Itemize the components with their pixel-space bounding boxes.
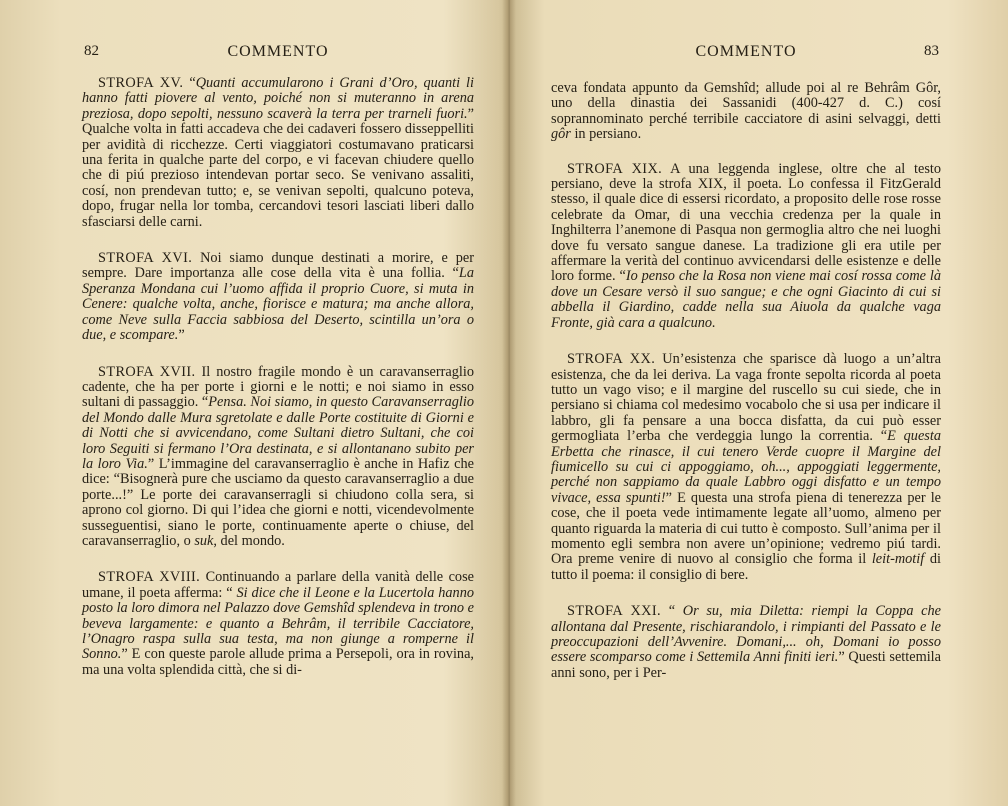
text-run: ” Qualche volta in fatti accadeva che dei cadaveri fossero disseppelliti per avidità di ricchezze. Certi viaggiatori costumavano praticarsi una ferita in qualche parte del corpo, e vi facevan chiudere quello che di piú prezioso intendevan portar seco. Se venivano assaliti, cosí, non prendevan tutto; e, se venivan sepolti, qualcuno poteva, dopo, frugar nella lor tomba, cercandovi tesori lasciati liberi dallo sfasciarsi delle carni. — [82, 105, 474, 230]
text-run: in persiano. — [570, 126, 642, 143]
strofa-label: STROFA XVI. — [98, 250, 193, 267]
running-title: COMMENTO — [227, 43, 329, 60]
paragraph-gap — [551, 583, 941, 604]
paragraph-continuation — [551, 81, 941, 143]
text-run: ” — [178, 327, 185, 344]
paragraph-gap — [551, 331, 941, 352]
right-page — [551, 0, 941, 806]
text-run: ” E questa una strofa piena di tenerezza per le cose, che il poeta vede intimamente legate all’uomo, almeno per quanto riguarda la materia di cui tutto è composto. Sull’anima per il momento egli sembra non avere un’opinione; vedremo piú tardi. Ora preme venire di nuovo al consiglio che forma il — [551, 489, 942, 568]
strofa-label: STROFA XV. — [98, 75, 184, 91]
text-run: di tutto il poema: il consiglio di bere. — [551, 551, 941, 583]
paragraph-strofa-xxi — [551, 604, 941, 681]
text-run: ” Questi settemila anni sono, per i Per- — [551, 649, 941, 681]
left-page-body — [82, 76, 474, 678]
paragraph-gap — [82, 344, 474, 365]
left-page — [82, 0, 474, 806]
paragraph-strofa-xviii — [82, 570, 474, 678]
paragraph-strofa-xvii — [82, 365, 474, 550]
strofa-label: STROFA XVIII. — [98, 569, 201, 586]
text-run: ceva fondata appunto da Gemshîd; allude poi al re Behrâm Gôr, uno della dinastia dei Sassanidi (400-427 d. C.) cosí soprannominato perché terribile cacciatore di asini selvaggi, detti — [551, 80, 941, 127]
text-run: “ — [661, 603, 683, 620]
text-run: Il nostro fragile mondo è un caravanserraglio cadente, che ha per porte i giorni e le notti; e noi siamo in esso sultani di passaggio. “ — [82, 363, 475, 411]
text-run: A una leggenda inglese, oltre che al testo persiano, deve la strofa XIX, il poeta. Lo confessa il FitzGerald stesso, il quale dice di essersi ricordato, a proposito delle rose rosse celebrate da Omar, di una vecchia credenza per la quale in Inghilterra l’anemone di Pasqua non germoglia altro che nei luoghi dove fu versato sangue danese. La tradizione gli era utile per affermare la verità del continuo avvicendarsi delle esistenze e delle loro forme. “ — [551, 160, 942, 285]
page-number: 83 — [924, 43, 939, 59]
paragraph-gap — [82, 230, 474, 251]
italic-quote: La Speranza Mondana cui l’uomo affida il proprio Cuore, si muta in Cenere: qualche volta, anche, fiorisce e matura; ma anche allora, come Neve sulla Faccia sabbiosa del Deserto, scintilla un’ora o due, e scompare. — [82, 265, 474, 344]
text-run: Noi siamo dunque destinati a morire, e per sempre. Dare importanza alle cose della vita è una follia. “ — [82, 250, 474, 282]
paragraph-gap — [551, 143, 941, 162]
text-run: ” E con queste parole allude prima a Persepoli, ora in rovina, ma una volta splendida città, che si di- — [82, 646, 474, 678]
strofa-label: STROFA XXI. — [567, 603, 662, 620]
italic-term: leit-motif — [871, 551, 925, 568]
left-page-header — [82, 44, 474, 64]
italic-quote: Pensa. Noi siamo, in questo Caravanserraglio del Mondo dalle Mura sgretolate e dalle Porte costituite di Giorni e di Notti che si avvicendano, come Sultani dietro Sultani, che coi loro Seguiti si fermano l’Ora destinata, e si allontanano subito per la loro Via. — [82, 394, 475, 472]
italic-quote: Quanti accumularono i Grani d’Oro, quanti li hanno fatti piovere al vento, poiché non si muteranno in arena preziosa, dopo sepolti, nessuno scaverà la terra per trarneli fuori. — [82, 75, 474, 122]
paragraph-gap — [82, 549, 474, 570]
italic-term: suk — [194, 532, 214, 549]
page-number: 82 — [84, 43, 99, 59]
paragraph-strofa-xx — [551, 352, 941, 583]
right-page-body — [551, 81, 941, 681]
text-run: , del mondo. — [213, 532, 285, 549]
right-page-header — [551, 44, 941, 64]
book-gutter — [502, 0, 516, 806]
text-run: Continuando a parlare della vanità delle cose umane, il poeta afferma: “ — [82, 569, 474, 601]
running-title: COMMENTO — [695, 43, 797, 60]
text-run: “ — [183, 75, 196, 91]
strofa-label: STROFA XX. — [567, 351, 656, 368]
paragraph-strofa-xv — [82, 76, 474, 230]
italic-quote: Io penso che la Rosa non viene mai cosí rossa come là dove un Cesare versò il suo sangue; e che ogni Giacinto di cui si abbella il Giardino, cadde nella sua Aiuola da qualche vaga Fronte, già cara a qualcuno. — [551, 268, 941, 331]
strofa-label: STROFA XIX. — [567, 160, 663, 177]
text-run: Un’esistenza che sparisce dà luogo a un’altra esistenza, che da lei deriva. La vaga fronte sepolta ricorda al poeta tutto un vago viso; e il margine del ruscello su cui siede, che in persiano si chiama col medesimo vocabolo che si usa per indicare il labbro, gli fa pensare a una bocca disfatta, da cui può esser germogliata l’erba che verdeggia lungo la correntia. “ — [551, 351, 941, 445]
text-run: ” L’immagine del caravanserraglio è anche in Hafiz che dice: “Bisognerà pure che usciamo da questo caravanserraglio a due porte...!” Le porte dei caravanserragli si chiudono colla sera, si aprono col giorno. Di qui l’idea che giorni e notti, vicendevolmente susseguentisi, siano le porte, continuamente aperte o chiuse, del caravanserraglio, o — [82, 455, 474, 549]
paragraph-strofa-xvi — [82, 251, 474, 343]
italic-term: gôr — [551, 126, 571, 143]
italic-quote: E questa Erbetta che rinasce, il cui tenero Verde cuopre il Margine del fiumicello su cui ci appoggiamo, oh..., appoggiati leggermente, perché non sappiamo da quale Labbro oggi disfatto e un tempo vivace, essa spunti! — [551, 428, 941, 506]
paragraph-strofa-xix — [551, 162, 941, 331]
italic-quote: Or su, mia Diletta: riempi la Coppa che allontana dal Presente, rischiarandolo, i rimpianti del Passato e le preoccupazioni dell’Avvenire. Domani,... oh, Domani io posso essere scomparso come i Settemila Anni finiti ieri. — [551, 603, 941, 666]
italic-quote: Si dice che il Leone e la Lucertola hanno posto la loro dimora nel Palazzo dove Gemshîd splendeva in trono e beveva largamente: e quanto a Behrâm, il terribile Cacciatore, l’Onagro raspa sulla sua testa, ma non giunge a romperne il Sonno. — [82, 584, 474, 663]
strofa-label: STROFA XVII. — [98, 363, 196, 380]
